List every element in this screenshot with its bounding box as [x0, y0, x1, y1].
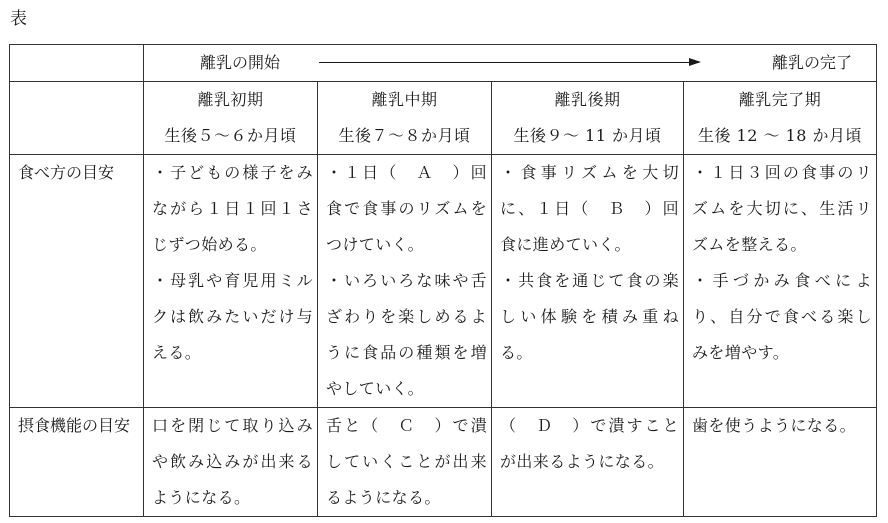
- right-arrow-icon: [319, 62, 699, 63]
- eating-guide-row: [10, 155, 877, 408]
- eating-guide-complete: [684, 155, 877, 408]
- corner-cell: [10, 82, 144, 155]
- stage-age: 生後９～ 11 か月頃: [513, 126, 662, 145]
- stage-header-complete: [684, 82, 877, 155]
- guide-item: ・１日３回の食事のリズムを大切に、生活リズムを整える。: [692, 163, 872, 254]
- stage-header-middle: [318, 82, 492, 155]
- stage-header-row: [10, 82, 877, 155]
- function-item: 歯を使うようになる。: [692, 416, 857, 435]
- guide-item: ・１日（ Ａ ）回食で食事のリズムをつけていく。: [326, 163, 487, 254]
- guide-item: ・食事リズムを大切に、１日（ Ｂ ）回食に進めていく。: [500, 163, 679, 254]
- stage-name: 離乳後期: [554, 90, 621, 109]
- stage-header-late: [492, 82, 684, 155]
- eating-guide-late: [492, 155, 684, 408]
- stage-name: 離乳初期: [197, 90, 264, 109]
- guide-item: ・手づかみ食べにより、自分で食べる楽しみを増やす。: [692, 271, 872, 362]
- row-label-eating-guide: 食べ方の目安: [10, 155, 144, 408]
- stage-age: 生後７～８か月頃: [338, 126, 471, 145]
- guide-item: ・いろいろな味や舌ざわりを楽しめるように食品の種類を増やしていく。: [326, 271, 487, 398]
- guide-item: ・子どもの様子をみながら１日１回１さじずつ始める。: [152, 163, 313, 254]
- stage-age: 生後５～６か月頃: [164, 126, 297, 145]
- feeding-function-row: [10, 408, 877, 517]
- feeding-function-middle: [318, 408, 492, 517]
- weaning-table: [9, 44, 877, 517]
- guide-item: ・共食を通じて食の楽しい体験を積み重ねる。: [500, 271, 679, 362]
- feeding-function-early: [144, 408, 318, 517]
- weaning-end-label: 離乳の完了: [771, 53, 852, 72]
- corner-cell-top: [10, 45, 144, 82]
- eating-guide-early: [144, 155, 318, 408]
- row-label-feeding-function: 摂食機能の目安: [10, 408, 144, 517]
- function-item: （ Ｄ ）で潰すことが出来るようになる。: [500, 416, 679, 471]
- feeding-function-late: [492, 408, 684, 517]
- guide-item: ・母乳や育児用ミルクは飲みたいだけ与える。: [152, 271, 313, 362]
- weaning-start-label: 離乳の開始: [200, 53, 281, 72]
- stage-header-early: [144, 82, 318, 155]
- progress-row: [10, 45, 877, 82]
- progress-cell: [144, 45, 877, 82]
- function-item: 舌と（ Ｃ ）で潰していくことが出来るようになる。: [326, 416, 487, 507]
- table-caption: 表: [10, 9, 27, 29]
- stage-name: 離乳完了期: [738, 90, 822, 109]
- eating-guide-middle: [318, 155, 492, 408]
- feeding-function-complete: [684, 408, 877, 517]
- stage-name: 離乳中期: [371, 90, 438, 109]
- function-item: 口を閉じて取り込みや飲み込みが出来るようになる。: [152, 416, 313, 507]
- stage-age: 生後 12 ～ 18 か月頃: [697, 126, 863, 145]
